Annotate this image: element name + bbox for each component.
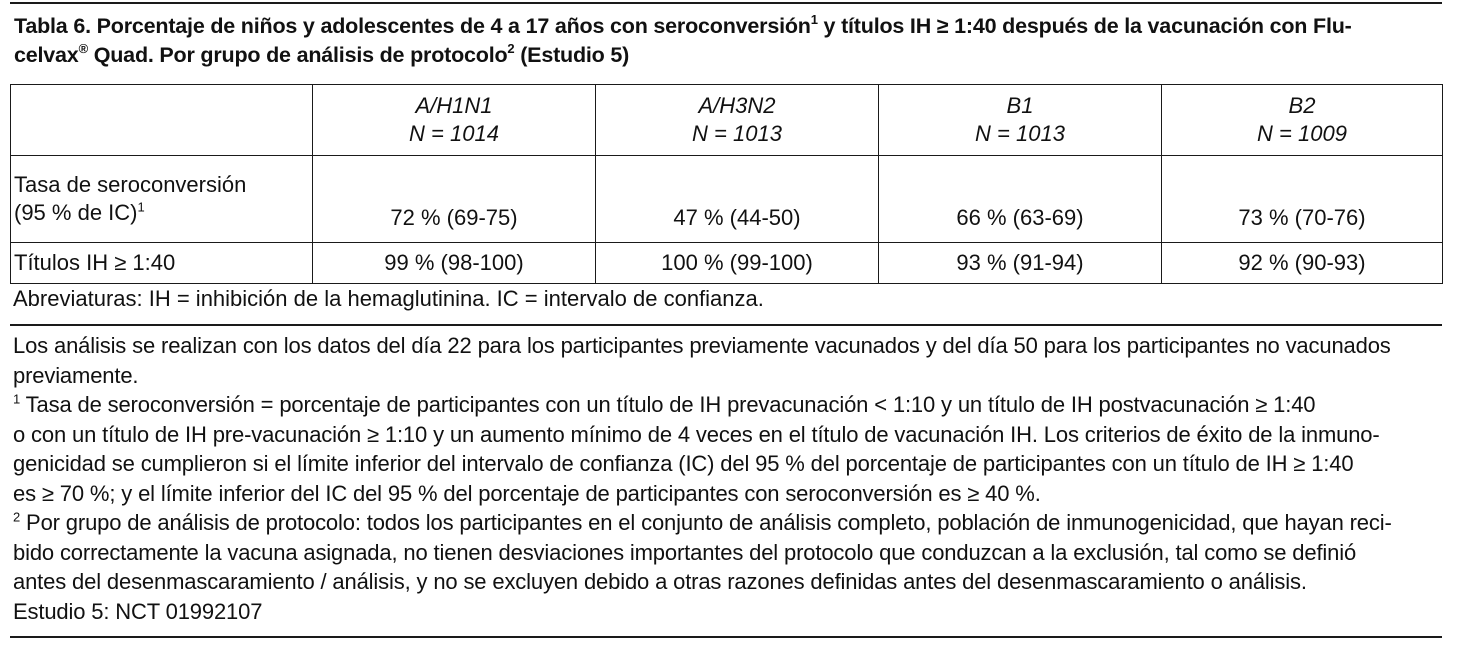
title-text: celvax [14, 43, 79, 67]
row-label-text: Títulos IH ≥ 1:40 [14, 250, 176, 275]
column-header-h1n1 [313, 85, 596, 156]
sample-size: N = 1009 [1257, 121, 1347, 146]
strain-label: B2 [1288, 93, 1316, 118]
column-header-b2 [1162, 85, 1443, 156]
column-header-h3n2 [596, 85, 879, 156]
note-line: Los análisis se realizan con los datos del día 22 para los participantes previamente vacunados y del día 50 para los participantes no vacunados [13, 333, 1391, 358]
title-text: Tabla 6. Porcentaje de niños y adolescentes de 4 a 17 años con seroconversión [14, 14, 811, 38]
note-line: bido correctamente la vacuna asignada, no tienen desviaciones importantes del protocolo que conduzcan a la exclusión, tal como se definió [13, 539, 1357, 565]
note-line: Por grupo de análisis de protocolo: todos los participantes en el conjunto de análisis completo, población de inmunogenicidad, que hayan reci- [20, 510, 1392, 535]
strain-label: A/H1N1 [415, 93, 493, 118]
row-label-text: Tasa de seroconversión [14, 172, 247, 197]
abbreviations-note: Abreviaturas: IH = inhibición de la hemaglutinina. IC = intervalo de confianza. [13, 286, 764, 311]
table-title [14, 12, 1438, 70]
footnote-marker: 1 [13, 391, 21, 407]
row-label-titers [11, 243, 313, 284]
footnote-ref: 1 [137, 199, 145, 215]
top-rule [10, 2, 1442, 4]
column-header-b1 [879, 85, 1162, 156]
note-line: Tasa de seroconversión = porcentaje de participantes con un título de IH prevacunación < 1:10 y un título de IH postvacunación ≥ 1:40 [20, 392, 1316, 417]
note-line: previamente. [13, 362, 139, 388]
bottom-rule [10, 636, 1442, 638]
footnotes [13, 331, 1439, 626]
title-footnote-ref: 2 [507, 40, 515, 56]
sample-size: N = 1013 [975, 121, 1065, 146]
results-table [10, 84, 1443, 284]
table-cell: 73 % (70-76) [1162, 156, 1443, 243]
table-cell: 100 % (99-100) [596, 243, 879, 284]
strain-label: B1 [1006, 93, 1034, 118]
header-empty-cell [11, 85, 313, 156]
title-line-1 [14, 12, 1438, 41]
table-cell: 93 % (91-94) [879, 243, 1162, 284]
footnote-marker: 2 [13, 509, 21, 525]
footnote-1 [13, 390, 1439, 420]
row-label-seroconversion [11, 156, 313, 243]
table-cell: 66 % (63-69) [879, 156, 1162, 243]
study-id: Estudio 5: NCT 01992107 [13, 598, 263, 624]
footnote-2 [13, 508, 1439, 538]
row-label-text: (95 % de IC) [14, 200, 138, 225]
note-line: genicidad se cumplieron si el límite inferior del intervalo de confianza (IC) del 95 % del porcentaje de participantes con un título de IH ≥ 1:40 [13, 451, 1354, 476]
note-line: o con un título de IH pre-vacunación ≥ 1:10 y un aumento mínimo de 4 veces en el título de vacunación IH. Los criterios de éxito de la inmuno- [13, 421, 1380, 447]
title-text: Quad. Por grupo de análisis de protocolo [87, 43, 508, 67]
table-row [11, 243, 1443, 284]
sample-size: N = 1014 [409, 121, 499, 146]
table-row [11, 156, 1443, 243]
sample-size: N = 1013 [692, 121, 782, 146]
title-line-2 [14, 41, 1438, 70]
row-label-text [14, 199, 312, 227]
table-cell: 92 % (90-93) [1162, 243, 1443, 284]
registered-mark: ® [78, 40, 88, 56]
middle-rule [10, 324, 1442, 326]
note-line: antes del desenmascaramiento / análisis, y no se excluyen debido a otras razones definidas antes del desenmascaramiento o análisis. [13, 569, 1307, 594]
table-cell: 47 % (44-50) [596, 156, 879, 243]
table-cell: 99 % (98-100) [313, 243, 596, 284]
title-footnote-ref: 1 [810, 11, 818, 27]
strain-label: A/H3N2 [698, 93, 776, 118]
table-header-row [11, 85, 1443, 156]
note-line: es ≥ 70 %; y el límite inferior del IC del 95 % del porcentaje de participantes con seroconversión es ≥ 40 %. [13, 480, 1041, 506]
title-text: (Estudio 5) [514, 43, 630, 67]
title-text: y títulos IH ≥ 1:40 después de la vacunación con Flu- [817, 14, 1352, 38]
table-cell: 72 % (69-75) [313, 156, 596, 243]
